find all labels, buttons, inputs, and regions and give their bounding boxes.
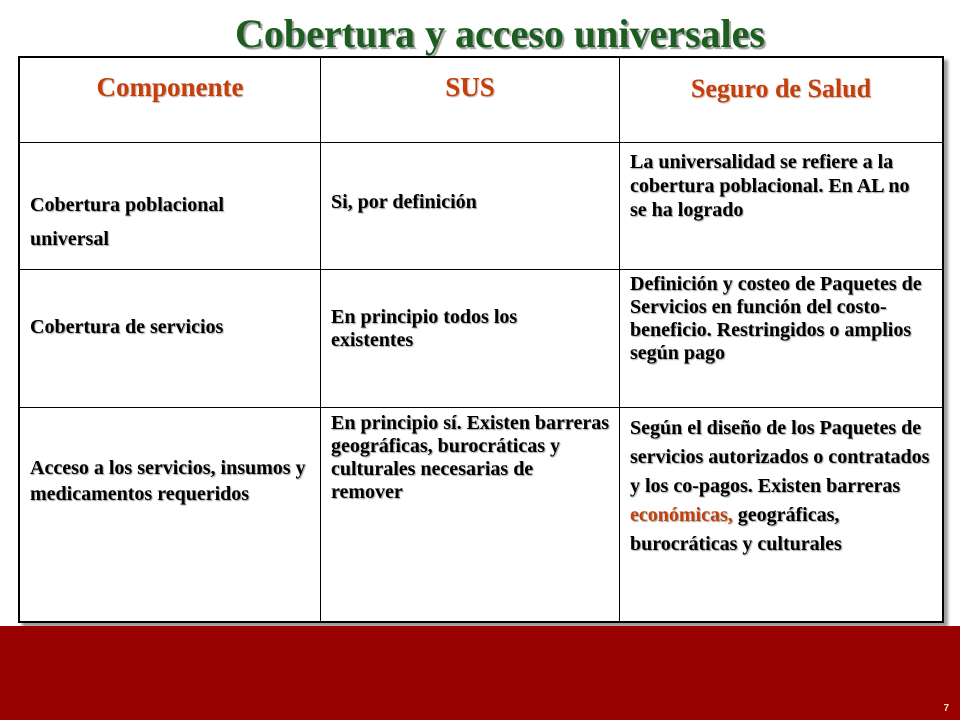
cell-text: La universalidad se refiere a la cobertura poblacional. En AL no se ha logrado [630,151,910,221]
table-row [20,270,942,408]
cell-text: Acceso a los servicios, insumos y medicamentos requeridos [30,457,306,505]
header-sus: SUS [321,58,620,142]
cell-seguro [620,143,942,269]
cell-text: Si, por definición [331,191,477,213]
cell-componente [20,143,321,269]
footer-bar [0,626,960,720]
cell-seguro [620,408,942,621]
cell-text: Definición y costeo de Paquetes de Servicios en función del costo-beneficio. Restringidos o amplios según pago [630,273,922,364]
header-seguro-de-salud: Seguro de Salud [690,74,872,103]
highlight-economicas: económicas, [630,504,733,526]
page-number: 7 [943,703,949,714]
cell-text-part: Según el diseño de los Paquetes de servicios autorizados o contratados y los co-pagos. Existen barreras [630,417,930,497]
cell-sus [321,408,620,621]
cell-componente [20,408,321,621]
cell-text: Cobertura poblacional universal [30,194,224,250]
cell-seguro [620,270,942,407]
cell-text: En principio sí. Existen barreras geográficas, burocráticas y culturales necesarias de remover [331,412,609,503]
comparison-table [18,56,944,623]
table-header-row [20,58,942,143]
cell-sus [321,270,620,407]
table-row [20,408,942,621]
cell-text-part: geográficas, burocráticas y culturales [630,504,842,555]
cell-sus [321,143,620,269]
cell-text: Cobertura de servicios [30,316,224,338]
header-componente: Componente [20,58,321,142]
table-row [20,143,942,270]
cell-text [630,414,932,559]
slide-title: Cobertura y acceso universales [235,11,765,56]
cell-componente [20,270,321,407]
cell-text: En principio todos los existentes [331,306,518,351]
